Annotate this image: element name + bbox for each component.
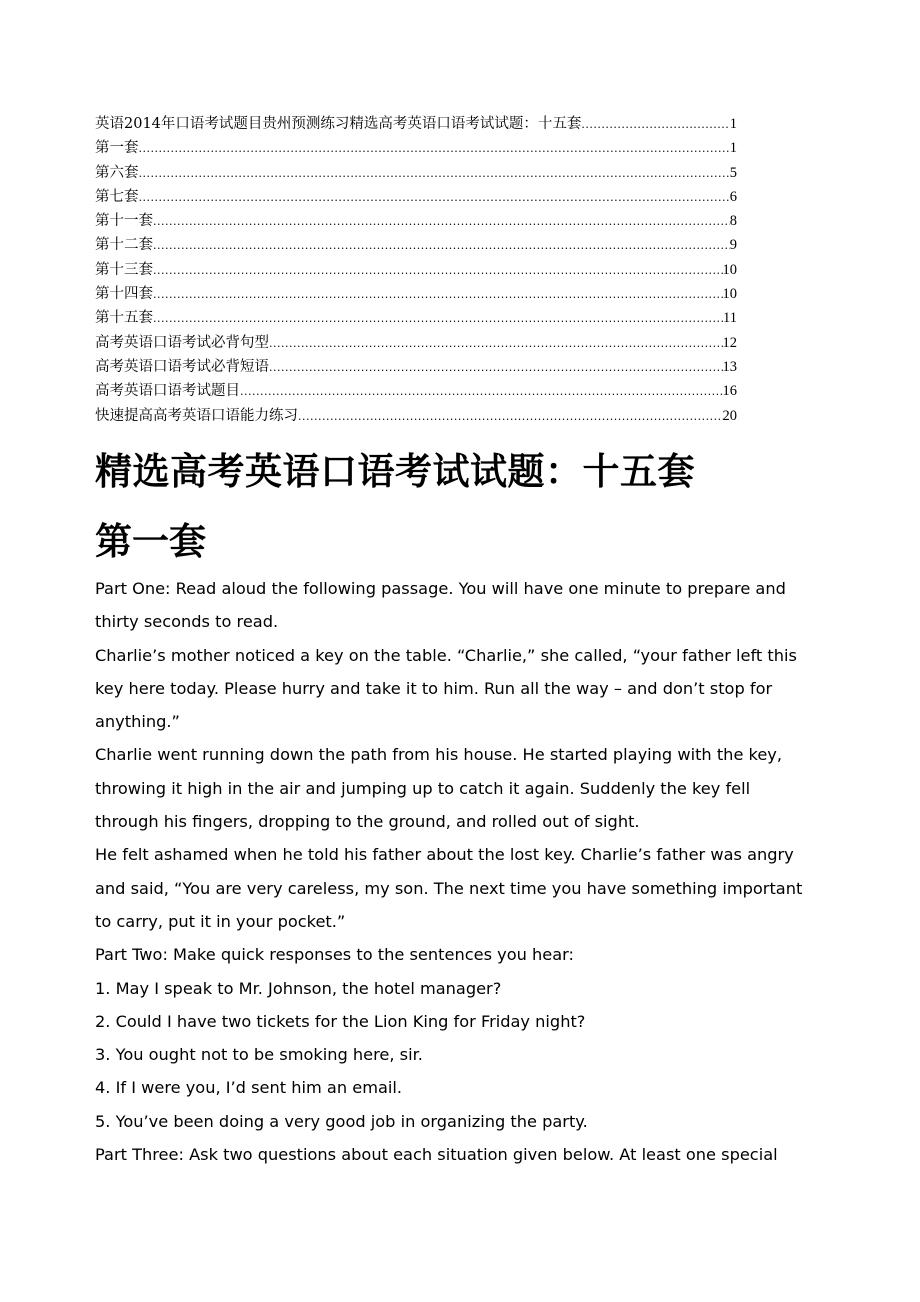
text-line: throwing it high in the air and jumping up to catch it again. Suddenly the key fell <box>95 778 751 798</box>
toc-entry-page: 9 <box>729 237 737 254</box>
toc-entry-page: 8 <box>729 213 737 230</box>
text-line: Part One: Read aloud the following passage. You will have one minute to prepare and <box>95 579 786 598</box>
toc-entry-label: 高考英语口语考试必背短语 <box>95 358 269 375</box>
toc-entry-page: 11 <box>723 310 737 327</box>
text-line: 4. If I were you, I’d sent him an email. <box>95 1078 403 1098</box>
toc-entry[interactable] <box>95 331 737 355</box>
text-line: key here today. Please hurry and take it to him. Run all the way – and don’t stop for <box>95 678 773 698</box>
toc-entry-label: 高考英语口语考试必背句型 <box>95 334 269 351</box>
section-heading: 第一套 <box>95 520 206 563</box>
toc-entry-page: 16 <box>722 383 737 400</box>
toc-entry-page: 20 <box>722 407 737 424</box>
toc-entry[interactable] <box>95 233 737 257</box>
toc-entry-label: 第十一套 <box>95 213 153 230</box>
toc-entry-label: 高考英语口语考试题目 <box>95 383 240 400</box>
toc-leader-dots <box>153 259 723 282</box>
text-line: thirty seconds to read. <box>95 612 279 632</box>
text-line: 5. You’ve been doing a very good job in organizing the party. <box>95 1111 588 1131</box>
text-line: Charlie’s mother noticed a key on the table. “Charlie,” she called, “your father left this <box>95 645 797 665</box>
toc-entry-page: 12 <box>722 334 737 351</box>
text-line: 2. Could I have two tickets for the Lion King for Friday night? <box>95 1011 586 1031</box>
toc-entry[interactable] <box>95 306 737 330</box>
toc-leader-dots <box>139 162 730 185</box>
toc-leader-dots <box>153 307 723 330</box>
toc-leader-dots <box>153 210 730 233</box>
text-line: and said, “You are very careless, my son. The next time you have something important <box>95 878 803 898</box>
toc-leader-dots <box>139 186 730 209</box>
toc-entry-label: 第十五套 <box>95 310 153 327</box>
toc-entry[interactable] <box>95 185 737 209</box>
text-line: Part Three: Ask two questions about each situation given below. At least one special <box>95 1145 778 1165</box>
toc-entry-label: 英语2014年口语考试题目贵州预测练习精选高考英语口语考试试题：十五套 <box>95 116 582 132</box>
toc-leader-dots <box>269 332 723 355</box>
toc-entry[interactable] <box>95 379 737 403</box>
body-text <box>95 572 825 1171</box>
toc-entry[interactable] <box>95 209 737 233</box>
toc-entry[interactable] <box>95 282 737 306</box>
toc-leader-dots <box>240 380 723 403</box>
text-line: He felt ashamed when he told his father about the lost key. Charlie’s father was angry <box>95 845 794 865</box>
toc-entry[interactable] <box>95 404 737 428</box>
toc-entry-label: 第十三套 <box>95 261 153 278</box>
text-line: 3. You ought not to be smoking here, sir. <box>95 1045 423 1065</box>
toc-entry-page: 10 <box>722 286 737 303</box>
toc-leader-dots <box>139 137 730 160</box>
text-line: anything.” <box>95 712 180 732</box>
main-heading: 精选高考英语口语考试试题：十五套 <box>95 450 695 493</box>
text-line: 1. May I speak to Mr. Johnson, the hotel manager? <box>95 978 502 998</box>
toc-entry-page: 10 <box>722 261 737 278</box>
text-line: to carry, put it in your pocket.” <box>95 911 346 931</box>
toc-leader-dots <box>153 283 723 306</box>
toc-entry-label: 第十二套 <box>95 237 153 254</box>
toc-entry[interactable] <box>95 355 737 379</box>
text-line: Part Two: Make quick responses to the sentences you hear: <box>95 945 575 965</box>
toc-leader-dots <box>153 234 730 257</box>
toc-entry[interactable] <box>95 136 737 160</box>
toc-entry-label: 第六套 <box>95 164 139 181</box>
toc-entry-page: 13 <box>722 358 737 375</box>
toc-entry[interactable] <box>95 258 737 282</box>
toc-entry-page: 6 <box>729 188 737 205</box>
text-line: Charlie went running down the path from his house. He started playing with the key, <box>95 745 783 765</box>
toc-entry[interactable] <box>95 112 737 136</box>
text-line: through his fingers, dropping to the ground, and rolled out of sight. <box>95 812 640 832</box>
toc-entry-page: 1 <box>729 140 737 157</box>
table-of-contents <box>95 112 737 428</box>
toc-entry-label: 快速提高高考英语口语能力练习 <box>95 407 298 424</box>
toc-leader-dots <box>269 356 723 379</box>
toc-entry[interactable] <box>95 161 737 185</box>
toc-entry-label: 第一套 <box>95 140 139 157</box>
toc-entry-page: 1 <box>729 116 737 132</box>
toc-entry-page: 5 <box>729 164 737 181</box>
toc-entry-label: 第七套 <box>95 188 139 205</box>
toc-entry-label: 第十四套 <box>95 286 153 303</box>
toc-leader-dots <box>581 113 729 136</box>
toc-leader-dots <box>298 405 723 428</box>
